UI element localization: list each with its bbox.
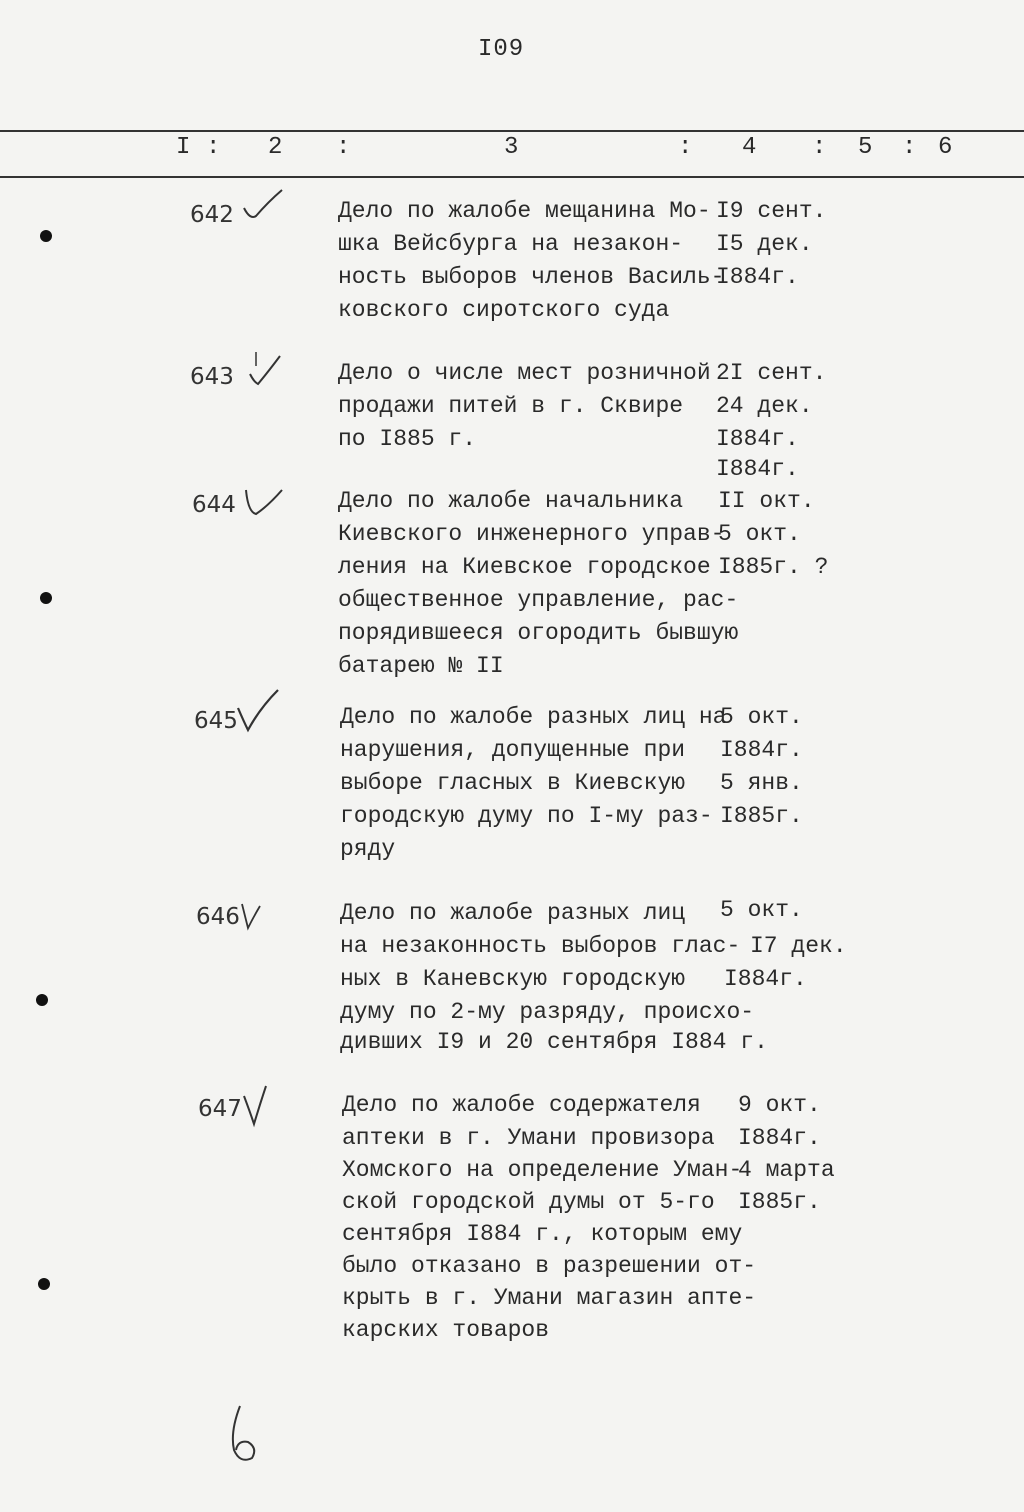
entry-line: дивших I9 и 20 сентября I884 г. [340,1029,768,1055]
col-header-2: 2 [268,134,283,161]
punch-hole [40,592,52,604]
col-sep: : [902,134,917,161]
punch-hole [36,994,48,1006]
entry-line: по I885 г. [338,426,477,452]
entry-line: карских товаров [342,1317,550,1343]
entry-date: 9 окт. [738,1092,821,1118]
col-sep: : [678,134,693,161]
entry-date: I884г. [716,456,799,482]
punch-hole [38,1278,50,1290]
checkmark-icon [242,484,288,524]
entry-date: 5 янв. [720,770,803,796]
entry-line: сентября I884 г., которым ему [342,1221,743,1247]
entry-line: порядившееся огородить бывшую [338,620,739,646]
entry-line: Дело по жалобе разных лиц на [340,704,727,730]
col-sep: : [812,134,827,161]
col-header-4: 4 [742,134,757,161]
entry-date: I5 дек. [716,231,813,257]
entry-date: I884г. [720,737,803,763]
entry-number: 646 [196,904,240,930]
entry-date: I885г. [720,803,803,829]
entry-date: I884г. [716,426,799,452]
entry-date: 2I сент. [716,360,827,386]
page-number: I09 [478,36,525,63]
col-header-5: 5 [858,134,873,161]
entry-line: Дело по жалобе разных лиц [340,900,686,926]
entry-date: I884г. [738,1125,821,1151]
entry-line: ления на Киевское городское [338,554,711,580]
entry-number: 645 [194,708,238,734]
entry-line: на незаконность выборов глас- [340,933,741,959]
entry-line: нарушения, допущенные при [340,737,686,763]
entry-date: II окт. [718,488,815,514]
entry-date: 5 окт. [718,521,801,547]
checkmark-icon [236,900,266,934]
entry-line: ряду [340,836,396,862]
entry-date: I9 сент. [716,198,827,224]
checkmark-icon [244,348,290,392]
entry-line: общественное управление, рас- [338,587,739,613]
entry-line: ковского сиротского суда [338,297,670,323]
entry-number: 643 [190,364,234,390]
entry-line: Дело о числе мест розничной [338,360,711,386]
checkmark-icon [238,1082,272,1130]
entry-line: Дело по жалобе содержателя [342,1092,701,1118]
punch-hole [40,230,52,242]
col-sep: : [206,134,221,161]
entry-line: Киевского инженерного управ- [338,521,725,547]
entry-line: выборе гласных в Киевскую [340,770,686,796]
col-header-6: 6 [938,134,953,161]
entry-line: батарею № II [338,653,504,679]
entry-date: I884г. [724,966,807,992]
col-header-1: I [176,134,191,161]
entry-number: 644 [192,492,236,518]
handwritten-note [226,1402,266,1466]
entry-date: I7 дек. [750,933,847,959]
entry-line: ность выборов членов Василь- [338,264,725,290]
entry-line: ской городской думы от 5-го [342,1189,715,1215]
entry-date: I885г. ? [718,554,829,580]
entry-line: аптеки в г. Умани провизора [342,1125,715,1151]
entry-date: I885г. [738,1189,821,1215]
header-bottom-rule [0,176,1024,178]
entry-line: продажи питей в г. Сквире [338,393,684,419]
entry-line: ных в Каневскую городскую [340,966,686,992]
entry-line: было отказано в разрешении от- [342,1253,757,1279]
header-top-rule [0,130,1024,132]
col-header-3: 3 [504,134,519,161]
entry-date: I884г. [716,264,799,290]
col-sep: : [336,134,351,161]
entry-number: 647 [198,1096,242,1122]
checkmark-icon [240,186,290,226]
entry-number: 642 [190,202,234,228]
entry-date: 24 дек. [716,393,813,419]
entry-date: 5 окт. [720,704,803,730]
entry-line: городскую думу по I-му раз- [340,803,713,829]
entry-line: крыть в г. Умани магазин апте- [342,1285,757,1311]
entry-date: 5 окт. [720,897,803,923]
entry-line: Дело по жалобе начальника [338,488,684,514]
entry-date: 4 марта [738,1157,835,1183]
checkmark-icon [234,686,284,736]
entry-line: шка Вейсбурга на незакон- [338,231,684,257]
entry-line: Хомского на определение Уман- [342,1157,743,1183]
entry-line: Дело по жалобе мещанина Мо- [338,198,711,224]
entry-line: думу по 2-му разряду, происхо- [340,999,755,1025]
